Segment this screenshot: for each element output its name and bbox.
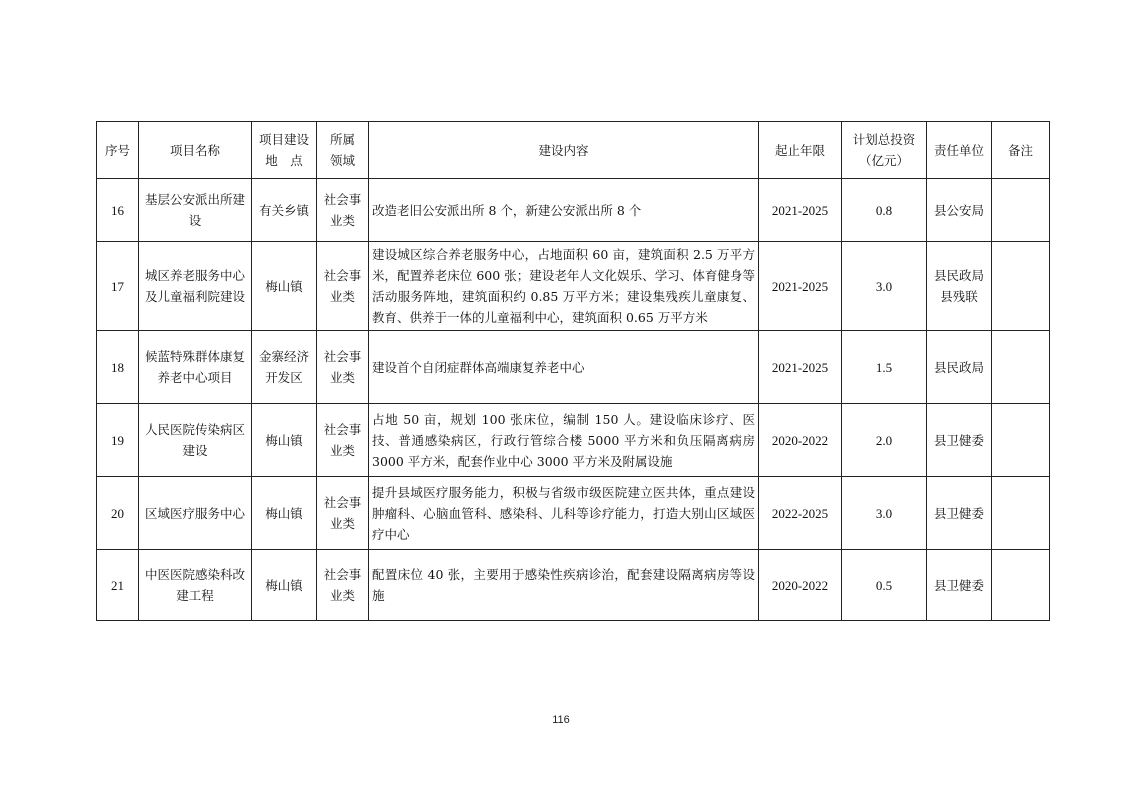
row-period: 2021-2025 [759,331,842,404]
row-remarks [992,404,1050,477]
row-field: 社会事业类 [317,404,369,477]
row-investment: 0.8 [842,179,927,242]
row-content: 配置床位 40 张，主要用于感染性疾病诊治，配套建设隔离病房等设施 [369,550,759,621]
row-name: 候蓝特殊群体康复养老中心项目 [139,331,252,404]
header-field: 所属 领域 [317,122,369,179]
row-period: 2020-2022 [759,404,842,477]
row-investment: 3.0 [842,477,927,550]
row-seq: 20 [97,477,139,550]
header-name: 项目名称 [139,122,252,179]
header-content: 建设内容 [369,122,759,179]
row-location: 有关乡镇 [252,179,317,242]
row-seq: 21 [97,550,139,621]
table-row [97,179,1050,242]
row-remarks [992,179,1050,242]
row-seq: 17 [97,242,139,331]
row-name: 城区养老服务中心及儿童福利院建设 [139,242,252,331]
row-content: 提升县域医疗服务能力，积极与省级市级医院建立医共体，重点建设肿瘤科、心脑血管科、感染科、儿科等诊疗能力，打造大别山区域医疗中心 [369,477,759,550]
row-remarks [992,331,1050,404]
row-content: 建设首个自闭症群体高端康复养老中心 [369,331,759,404]
row-field: 社会事业类 [317,550,369,621]
row-investment: 0.5 [842,550,927,621]
row-unit: 县民政局 县残联 [927,242,992,331]
row-location: 梅山镇 [252,404,317,477]
row-name: 区域医疗服务中心 [139,477,252,550]
project-table [96,121,1050,621]
page-number: 116 [552,714,570,726]
row-seq: 18 [97,331,139,404]
table-row [97,477,1050,550]
row-unit: 县民政局 [927,331,992,404]
row-investment: 2.0 [842,404,927,477]
row-unit: 县卫健委 [927,550,992,621]
row-seq: 16 [97,179,139,242]
row-field: 社会事业类 [317,179,369,242]
row-content: 建设城区综合养老服务中心，占地面积 60 亩，建筑面积 2.5 万平方米，配置养老床位 600 张；建设老年人文化娱乐、学习、体育健身等活动服务阵地，建筑面积约 0.85 万平方米；建设集残疾儿童康复、教育、供养于一体的儿童福利中心，建筑面积 0.65 万平方米 [369,242,759,331]
row-investment: 3.0 [842,242,927,331]
row-period: 2021-2025 [759,242,842,331]
row-location: 金寨经济开发区 [252,331,317,404]
header-remarks: 备注 [992,122,1050,179]
row-period: 2020-2022 [759,550,842,621]
row-remarks [992,477,1050,550]
table-header-row [97,122,1050,179]
row-location: 梅山镇 [252,477,317,550]
row-seq: 19 [97,404,139,477]
row-remarks [992,242,1050,331]
row-location: 梅山镇 [252,242,317,331]
header-unit: 责任单位 [927,122,992,179]
header-period: 起止年限 [759,122,842,179]
row-name: 人民医院传染病区建设 [139,404,252,477]
row-unit: 县卫健委 [927,404,992,477]
row-field: 社会事业类 [317,477,369,550]
row-location: 梅山镇 [252,550,317,621]
row-content: 改造老旧公安派出所 8 个，新建公安派出所 8 个 [369,179,759,242]
row-unit: 县卫健委 [927,477,992,550]
row-unit: 县公安局 [927,179,992,242]
row-field: 社会事业类 [317,331,369,404]
row-name: 基层公安派出所建设 [139,179,252,242]
row-field: 社会事业类 [317,242,369,331]
table-row [97,404,1050,477]
header-seq: 序号 [97,122,139,179]
header-investment: 计划总投资 （亿元） [842,122,927,179]
table-row [97,242,1050,331]
row-investment: 1.5 [842,331,927,404]
header-location: 项目建设 地 点 [252,122,317,179]
row-remarks [992,550,1050,621]
row-content: 占地 50 亩，规划 100 张床位，编制 150 人。建设临床诊疗、医技、普通感染病区，行政行管综合楼 5000 平方米和负压隔离病房 3000 平方米，配套作业中心 3000 平方米及附属设施 [369,404,759,477]
table-row [97,331,1050,404]
row-period: 2021-2025 [759,179,842,242]
table-row [97,550,1050,621]
row-name: 中医医院感染科改建工程 [139,550,252,621]
row-period: 2022-2025 [759,477,842,550]
